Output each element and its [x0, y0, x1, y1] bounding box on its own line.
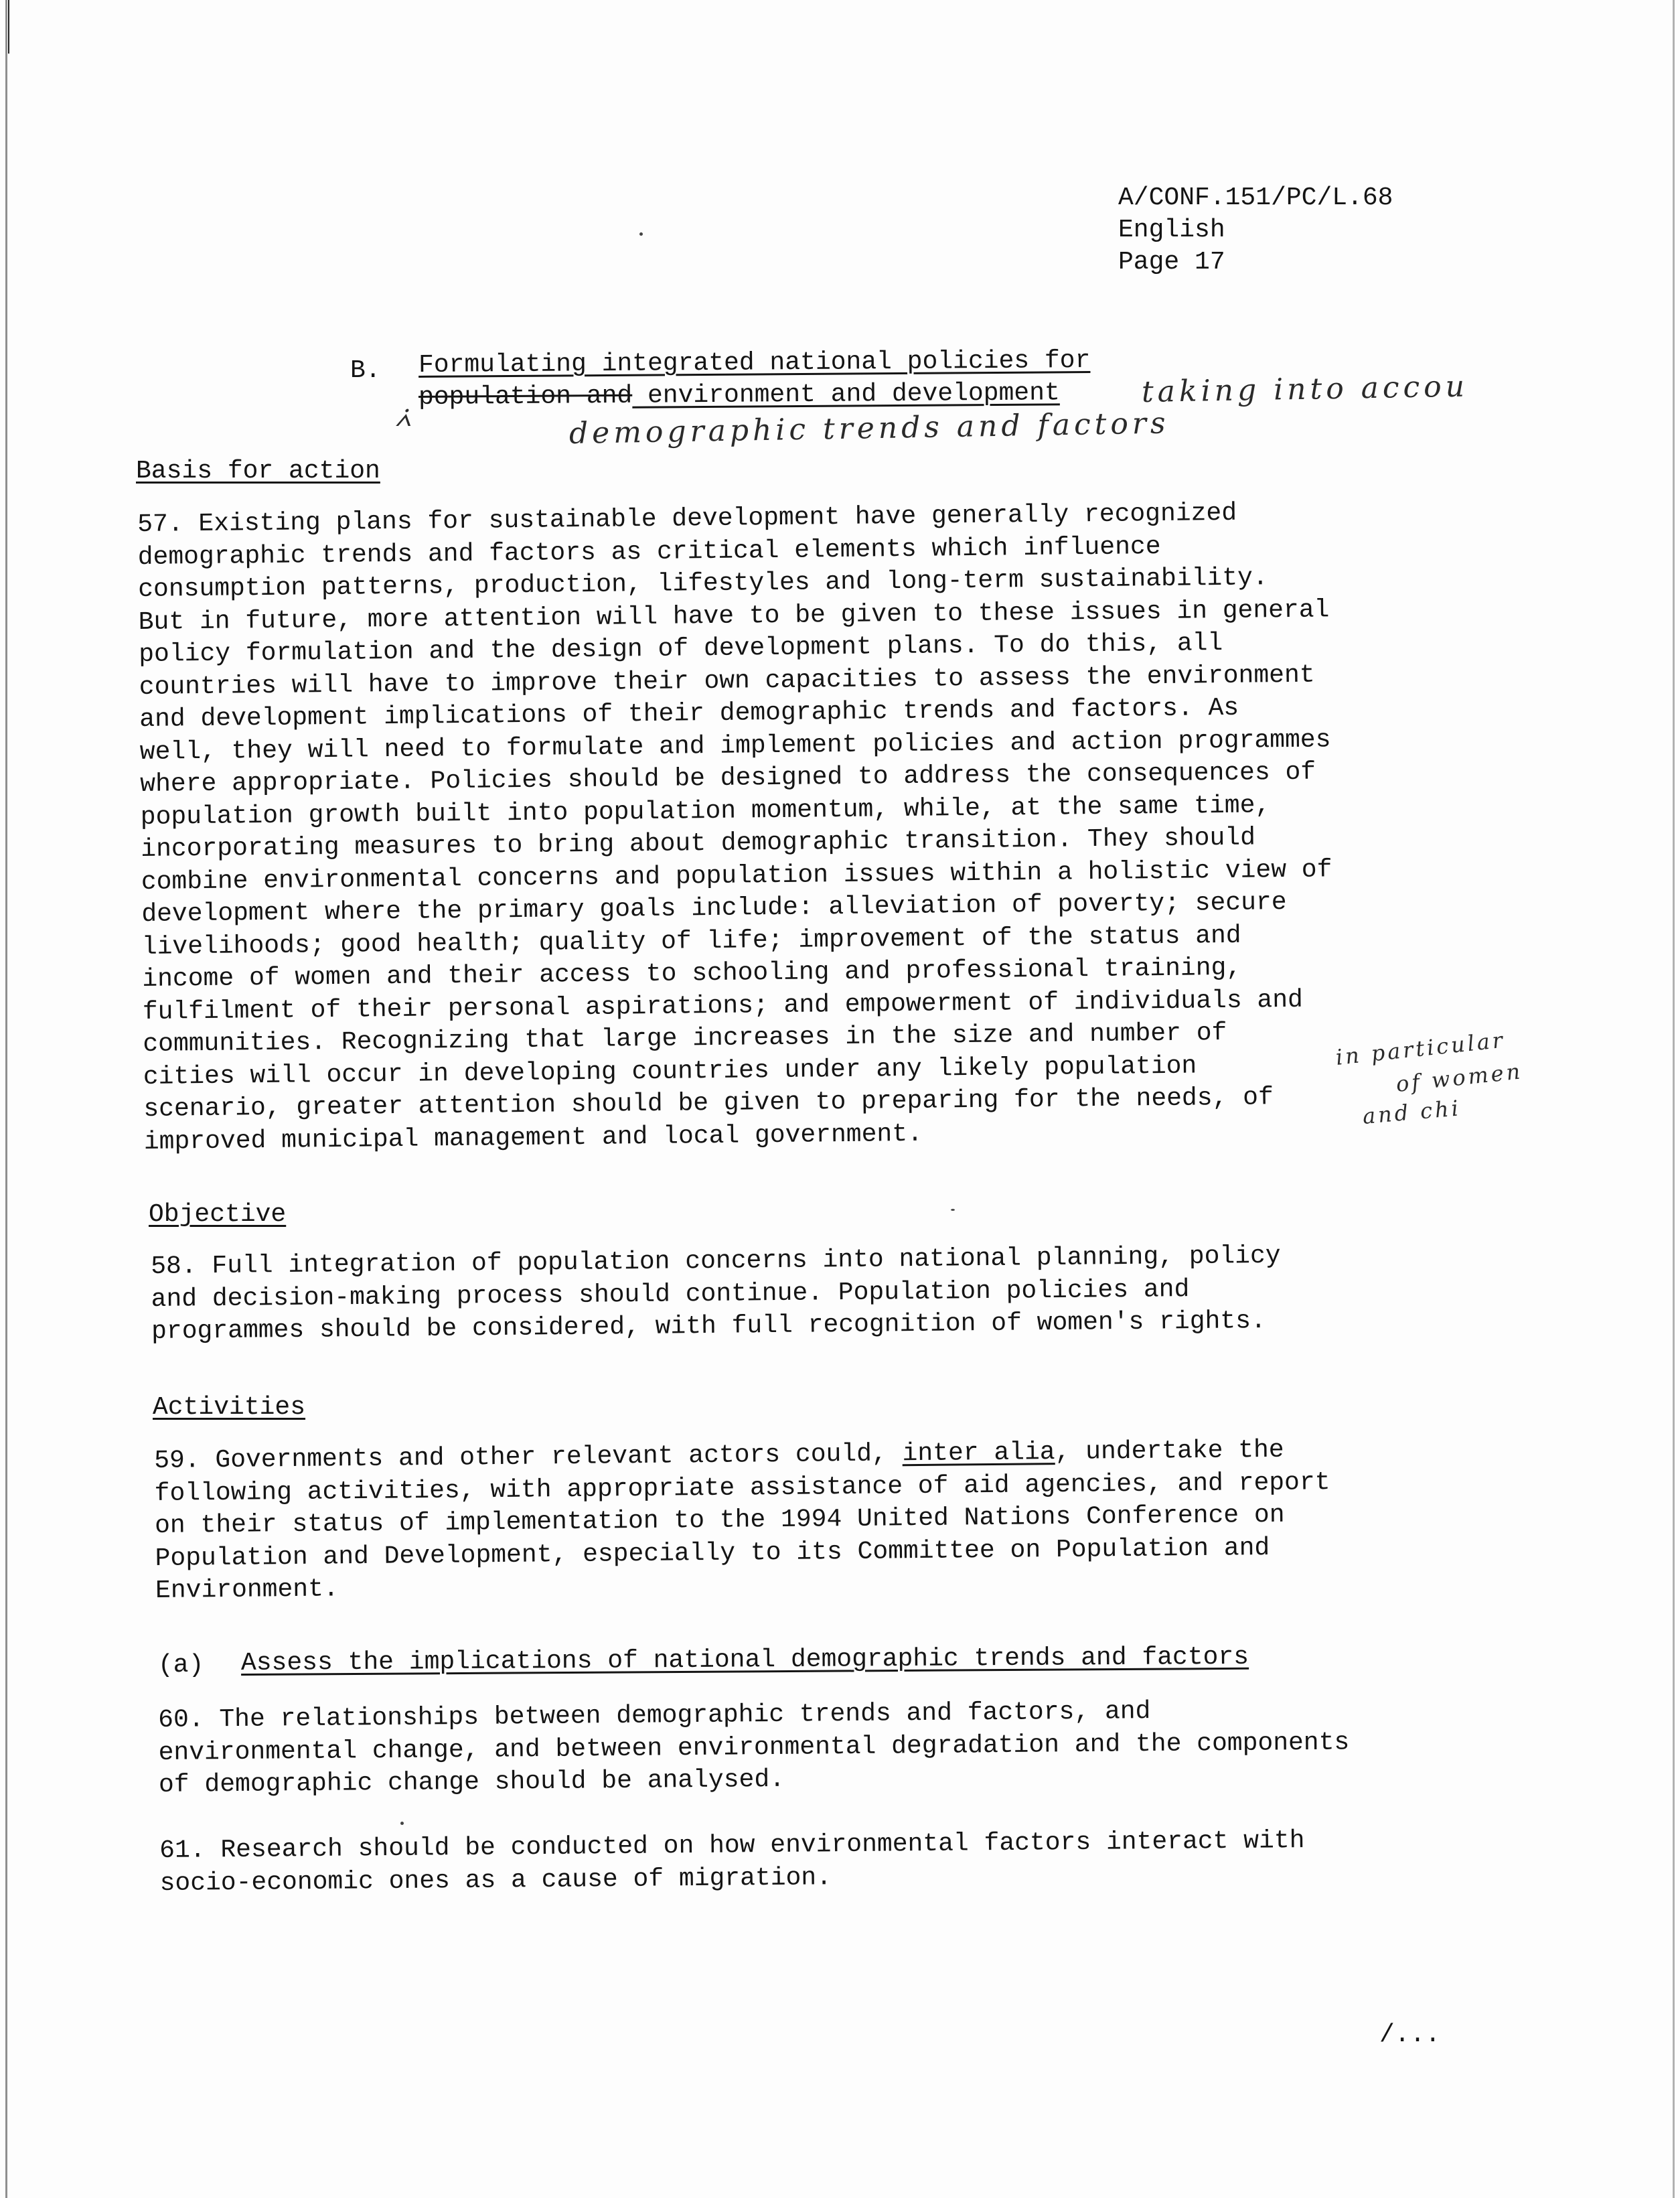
text-line: programmes should be considered, with full recognition of women's rights. — [151, 1307, 1266, 1346]
text-line: Population and Development, especially to its Committee on Population and — [155, 1533, 1270, 1573]
document-language: English — [1118, 216, 1225, 244]
text-line: of demographic change should be analysed. — [158, 1765, 785, 1800]
page-number: Page 17 — [1118, 248, 1225, 277]
text-line: combine environmental concerns and population issues within a holistic view of — [141, 855, 1332, 897]
scan-speck — [400, 1822, 404, 1825]
basis-heading: Basis for action — [136, 457, 380, 486]
handwritten-insertion-line2: demographic trends and factors — [568, 406, 1170, 451]
text-line: on their status of implementation to the 1994 United Nations Conference on — [154, 1500, 1285, 1540]
objective-heading: Objective — [149, 1200, 287, 1229]
paragraph-59 — [154, 1434, 1331, 1607]
margin-note-2: of women — [1395, 1058, 1524, 1097]
text-line: countries will have to improve their own capacities to assess the environment — [139, 660, 1315, 702]
struck-text: population and — [418, 381, 633, 412]
paragraph-60 — [158, 1694, 1350, 1802]
text-line: But in future, more attention will have to be given to these issues in general — [138, 595, 1330, 637]
text-line: incorporating measures to bring about demographic transition. They should — [141, 823, 1256, 864]
section-title-line2-rest: environment and development — [632, 378, 1060, 411]
section-title-line2 — [418, 377, 1060, 413]
paragraph-57 — [137, 496, 1335, 1159]
subsection-a-label: (a) — [158, 1651, 204, 1680]
text-line: consumption patterns, production, lifestyles and long-term sustainability. — [138, 563, 1268, 604]
text-line: demographic trends and factors as critical elements which influence — [137, 532, 1161, 572]
text-line: livelihoods; good health; quality of life; improvement of the status and — [141, 921, 1241, 962]
paragraph-61 — [159, 1825, 1305, 1900]
para59-lead: 59. Governments and other relevant actors could, — [154, 1439, 903, 1475]
text-line: fulfilment of their personal aspirations; and empowerment of individuals and — [142, 985, 1304, 1027]
text-line: 61. Research should be conducted on how environmental factors interact with — [159, 1826, 1305, 1865]
text-line: 58. Full integration of population concerns into national planning, policy — [151, 1241, 1281, 1281]
text-line: socio-economic ones as a cause of migration. — [159, 1862, 832, 1898]
text-line: following activities, with appropriate assistance of aid agencies, and report — [154, 1467, 1330, 1508]
text-line: policy formulation and the design of development plans. To do this, all — [139, 629, 1223, 669]
scan-speck — [951, 1209, 955, 1211]
margin-note-3: and chi — [1361, 1095, 1462, 1129]
section-title-line1: Formulating integrated national policies for — [418, 346, 1091, 380]
text-line: improved municipal management and local government. — [143, 1119, 923, 1157]
inter-alia: inter alia — [902, 1438, 1055, 1469]
text-line: development where the primary goals include: alleviation of poverty; secure — [141, 888, 1287, 929]
text-line: income of women and their access to schooling and professional training, — [142, 953, 1242, 994]
margin-note-1: in particular — [1334, 1027, 1507, 1070]
text-line: and decision-making process should continue. Population policies and — [151, 1274, 1190, 1314]
subsection-a-title: Assess the implications of national demographic trends and factors — [240, 1642, 1249, 1678]
paragraph-58 — [151, 1240, 1282, 1349]
text-line: cities will occur in developing countries under any likely population — [143, 1051, 1197, 1092]
text-line: well, they will need to formulate and implement policies and action programmes — [139, 725, 1331, 767]
text-line: environmental change, and between environmental degradation and the components — [158, 1727, 1350, 1767]
scan-speck — [639, 232, 643, 236]
continuation-mark: /... — [1379, 2021, 1441, 2049]
activities-heading: Activities — [153, 1393, 306, 1422]
scan-right-edge — [1673, 0, 1675, 2198]
insertion-caret: ⩑ — [395, 402, 412, 433]
para59-tail: , undertake the — [1055, 1435, 1284, 1467]
text-line: 60. The relationships between demographic trends and factors, and — [158, 1697, 1151, 1735]
text-line: communities. Recognizing that large increases in the size and number of — [143, 1019, 1227, 1059]
handwritten-insertion-line1: taking into accou — [1141, 369, 1469, 409]
text-line: scenario, greater attention should be given to preparing for the needs, of — [143, 1083, 1274, 1124]
text-line: where appropriate. Policies should be designed to address the consequences of — [140, 757, 1316, 799]
scan-left-mark — [8, 0, 9, 54]
text-line: 57. Existing plans for sustainable development have generally recognized — [137, 498, 1237, 539]
text-line: Environment. — [155, 1574, 339, 1605]
text-line: and development implications of their demographic trends and factors. As — [139, 693, 1239, 734]
text-line: population growth built into population momentum, while, at the same time, — [140, 790, 1271, 832]
document-symbol: A/CONF.151/PC/L.68 — [1118, 184, 1393, 212]
scan-left-edge — [5, 0, 7, 2198]
section-letter: B. — [350, 356, 381, 385]
